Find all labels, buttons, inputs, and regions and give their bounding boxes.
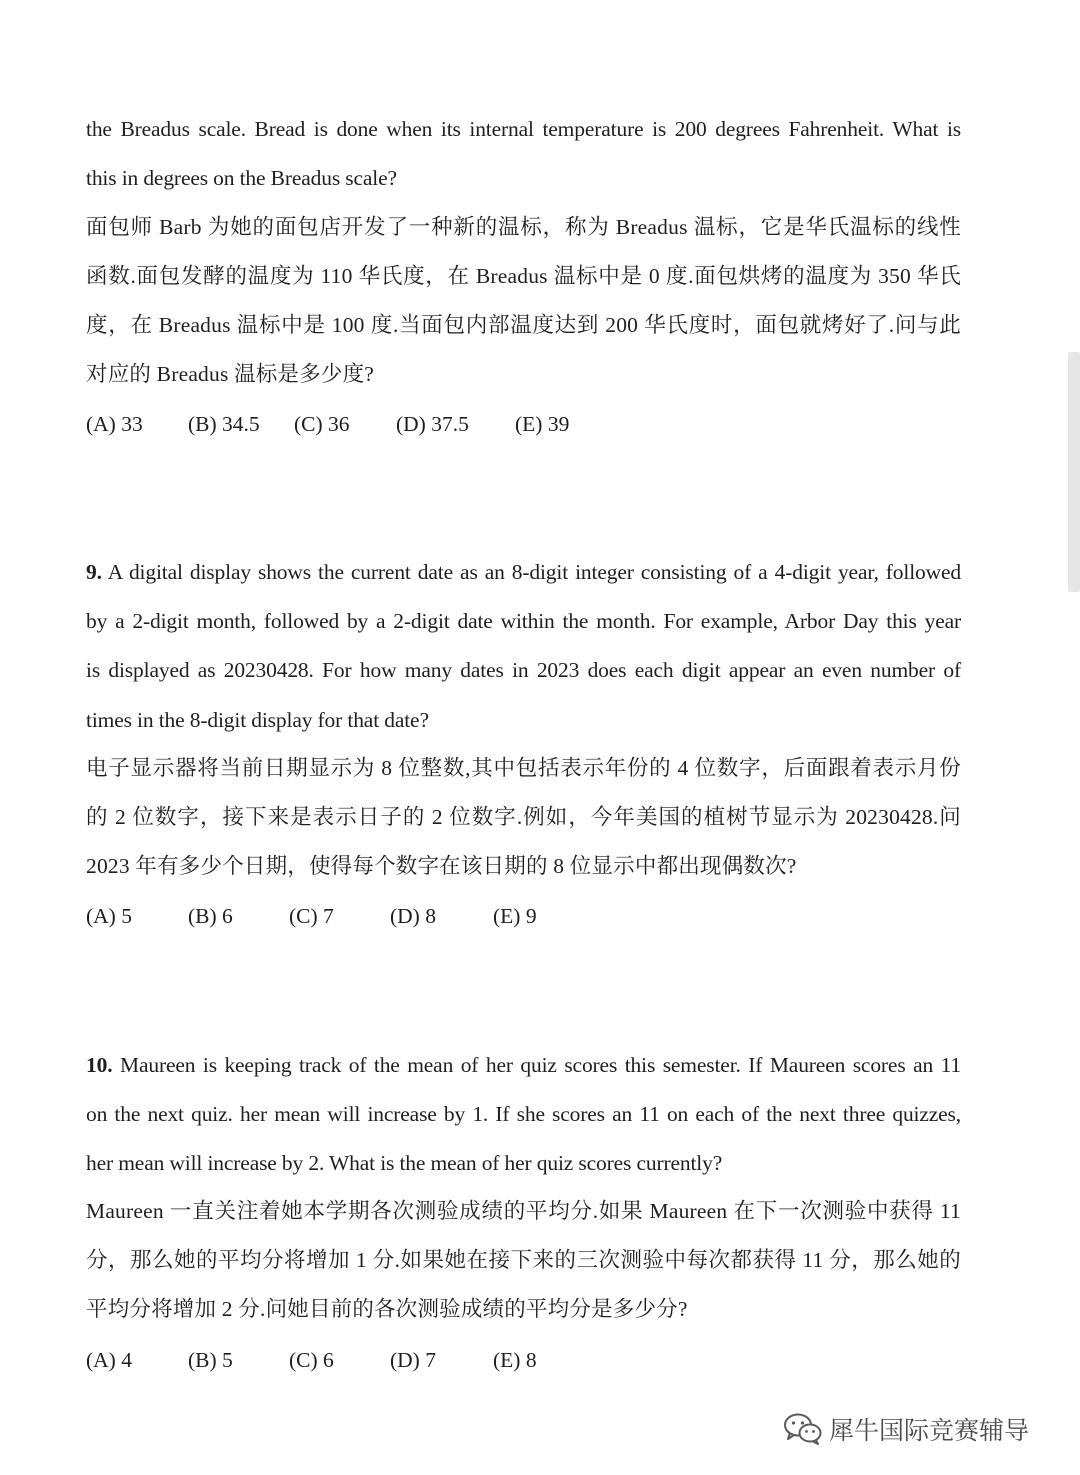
q10-choice-b: (B) 5 (188, 1348, 233, 1372)
q8-choice-e: (E) 39 (515, 412, 570, 436)
q9-zh-line-3: 2023 年有多少个日期，使得每个数字在该日期的 8 位显示中都出现偶数次? (86, 854, 797, 878)
q9-number: 9. (86, 560, 102, 584)
q10-choice-d: (D) 7 (390, 1348, 436, 1372)
q10-en-line-2: on the next quiz. her mean will increase by 1. If she scores an 11 on each of the next three quizzes, (86, 1102, 961, 1126)
q10-choice-c: (C) 6 (289, 1348, 334, 1372)
q8-zh-line-4: 对应的 Breadus 温标是多少度? (86, 362, 375, 386)
q9-choice-a: (A) 5 (86, 904, 132, 928)
q8-zh-line-3: 度，在 Breadus 温标中是 100 度.当面包内部温度达到 200 华氏度时，面包就烤好了.问与此 (86, 313, 961, 337)
q9-choice-e: (E) 9 (493, 904, 537, 928)
q10-choice-e: (E) 8 (493, 1348, 537, 1372)
q8-choice-a: (A) 33 (86, 412, 143, 436)
q9-en-line-1 (86, 557, 961, 587)
watermark-text: 犀牛国际竞赛辅导 (829, 1416, 1030, 1445)
q10-zh-line-3: 平均分将增加 2 分.问她目前的各次测验成绩的平均分是多少分? (86, 1297, 688, 1321)
q9-choice-d: (D) 8 (390, 904, 436, 928)
q8-en-line-1: the Breadus scale. Bread is done when its internal temperature is 200 degrees Fahrenheit. What is (86, 117, 961, 141)
q9-en-line-4: times in the 8-digit display for that date? (86, 708, 429, 732)
q8-choice-d: (D) 37.5 (396, 412, 469, 436)
q9-choices (86, 901, 786, 931)
q9-zh-line-2: 的 2 位数字，接下来是表示日子的 2 位数字.例如，今年美国的植树节显示为 20230428.问 (86, 805, 961, 829)
q10-choice-a: (A) 4 (86, 1348, 132, 1372)
q9-choice-c: (C) 7 (289, 904, 334, 928)
q9-zh-line-1: 电子显示器将当前日期显示为 8 位整数,其中包括表示年份的 4 位数字，后面跟着表示月份 (86, 756, 961, 780)
watermark (783, 1409, 1029, 1449)
q8-en-line-2: this in degrees on the Breadus scale? (86, 166, 397, 190)
q9-choice-b: (B) 6 (188, 904, 233, 928)
q9-en-first-text: A digital display shows the current date as an 8-digit integer consisting of a 4-digit year, followed (107, 560, 961, 584)
q10-en-line-1 (86, 1050, 961, 1080)
q8-choice-c: (C) 36 (294, 412, 350, 436)
q10-zh-line-2: 分，那么她的平均分将增加 1 分.如果她在接下来的三次测验中每次都获得 11 分，那么她的 (86, 1248, 961, 1272)
q9-en-line-2: by a 2-digit month, followed by a 2-digit date within the month. For example, Arbor Day this year (86, 609, 961, 633)
q8-choice-b: (B) 34.5 (188, 412, 260, 436)
q8-zh-line-2: 函数.面包发酵的温度为 110 华氏度，在 Breadus 温标中是 0 度.面包烘烤的温度为 350 华氏 (86, 264, 961, 288)
q8-choices (86, 409, 786, 439)
q10-en-line-3: her mean will increase by 2. What is the mean of her quiz scores currently? (86, 1151, 723, 1175)
wechat-icon (783, 1412, 823, 1446)
q10-choices (86, 1345, 786, 1375)
q10-en-first-text: Maureen is keeping track of the mean of her quiz scores this semester. If Maureen scores an 11 (119, 1053, 962, 1077)
q10-zh-line-1: Maureen 一直关注着她本学期各次测验成绩的平均分.如果 Maureen 在下一次测验中获得 11 (86, 1199, 961, 1223)
scrollbar[interactable] (1068, 352, 1080, 592)
q10-number: 10. (86, 1053, 113, 1077)
q8-zh-line-1: 面包师 Barb 为她的面包店开发了一种新的温标，称为 Breadus 温标，它是华氏温标的线性 (86, 215, 961, 239)
q9-en-line-3: is displayed as 20230428. For how many dates in 2023 does each digit appear an even number of (86, 658, 961, 682)
